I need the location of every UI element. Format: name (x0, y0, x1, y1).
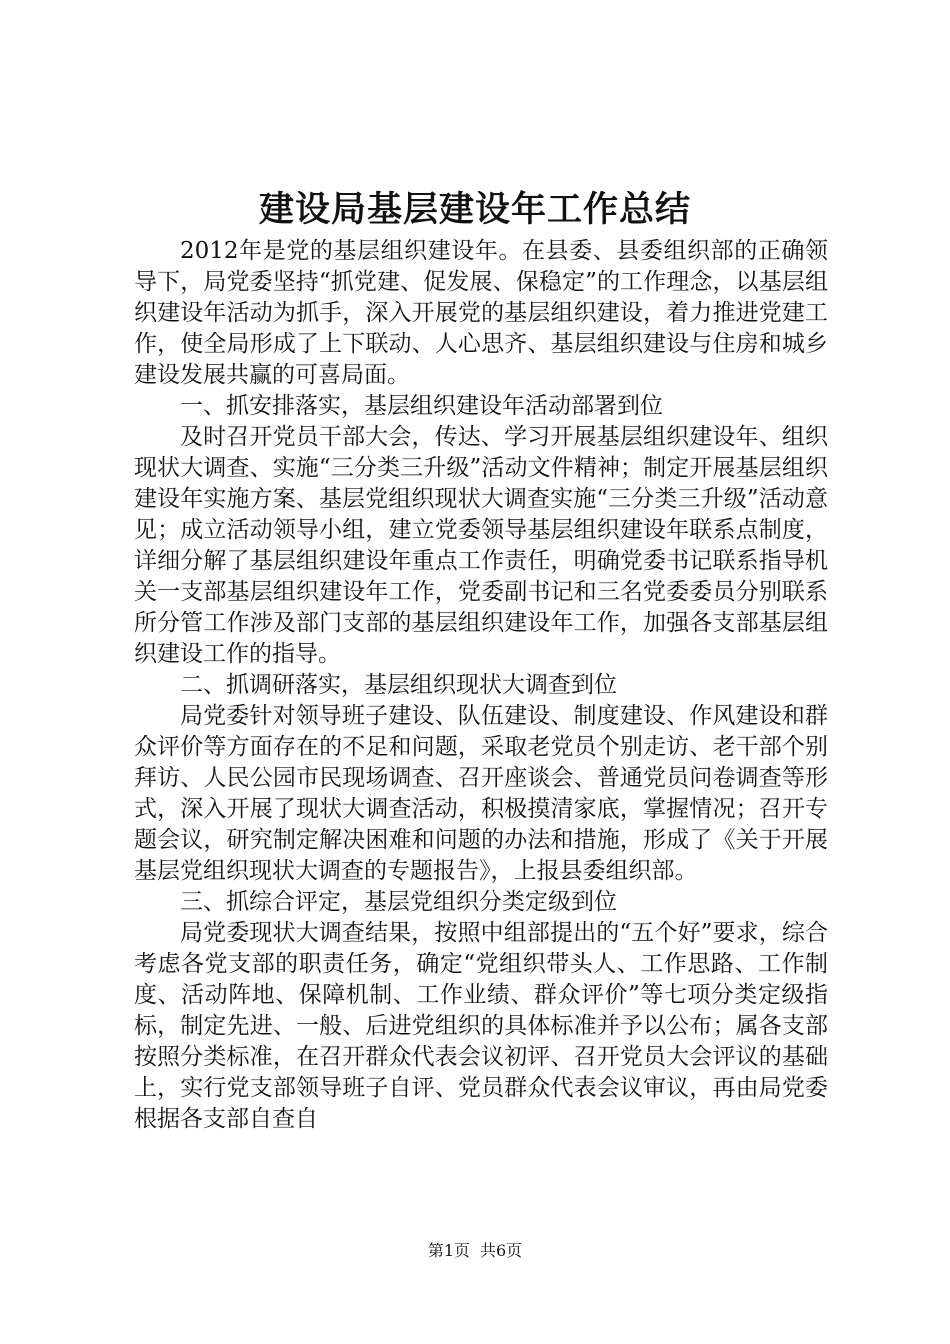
section-heading-1: 一、抓安排落实，基层组织建设年活动部署到位 (180, 393, 663, 419)
page-footer (0, 1240, 950, 1262)
document-body (134, 236, 828, 1135)
paragraph-section-2: 局党委针对领导班子建设、队伍建设、制度建设、作风建设和群众评价等方面存在的不足和问题，采取老党员个别走访、老干部个别拜访、人民公园市民现场调查、召开座谈会、普通党员问卷调查等形式，深入开展了现状大调查活动，积极摸清家底，掌握情况；召开专题会议，研究制定解决困难和问题的办法和措施，形成了《关于开展基层党组织现状大调查的专题报告》，上报县委组织部。 (134, 703, 828, 884)
paragraph-intro: 2012年是党的基层组织建设年。在县委、县委组织部的正确领导下，局党委坚持“抓党建、促发展、保稳定”的工作理念，以基层组织建设年活动为抓手，深入开展党的基层组织建设，着力推进党建工作，使全局形成了上下联动、人心思齐、基层组织建设与住房和城乡建设发展共赢的可喜局面。 (134, 238, 828, 388)
page-number: 第1页 (427, 1241, 470, 1260)
section-heading-3: 三、抓综合评定，基层党组织分类定级到位 (180, 889, 617, 915)
paragraph-section-3: 局党委现状大调查结果，按照中组部提出的“五个好”要求，综合考虑各党支部的职责任务，确定“党组织带头人、工作思路、工作制度、活动阵地、保障机制、工作业绩、群众评价”等七项分类定级指标，制定先进、一般、后进党组织的具体标准并予以公布；属各支部按照分类标准，在召开群众代表会议初评、召开党员大会评议的基础上，实行党支部领导班子自评、党员群众代表会议审议，再由局党委根据各支部自查自 (134, 920, 828, 1132)
page-total: 共6页 (480, 1241, 523, 1260)
paragraph-section-1: 及时召开党员干部大会，传达、学习开展基层组织建设年、组织现状大调查、实施“三分类三升级”活动文件精神；制定开展基层组织建设年实施方案、基层党组织现状大调查实施“三分类三升级”活动意见；成立活动领导小组，建立党委领导基层组织建设年联系点制度，详细分解了基层组织建设年重点工作责任，明确党委书记联系指导机关一支部基层组织建设年工作，党委副书记和三名党委委员分别联系所分管工作涉及部门支部的基层组织建设年工作，加强各支部基层组织建设工作的指导。 (134, 424, 828, 667)
document-title: 建设局基层建设年工作总结 (258, 189, 691, 230)
section-heading-2: 二、抓调研落实，基层组织现状大调查到位 (180, 672, 617, 698)
